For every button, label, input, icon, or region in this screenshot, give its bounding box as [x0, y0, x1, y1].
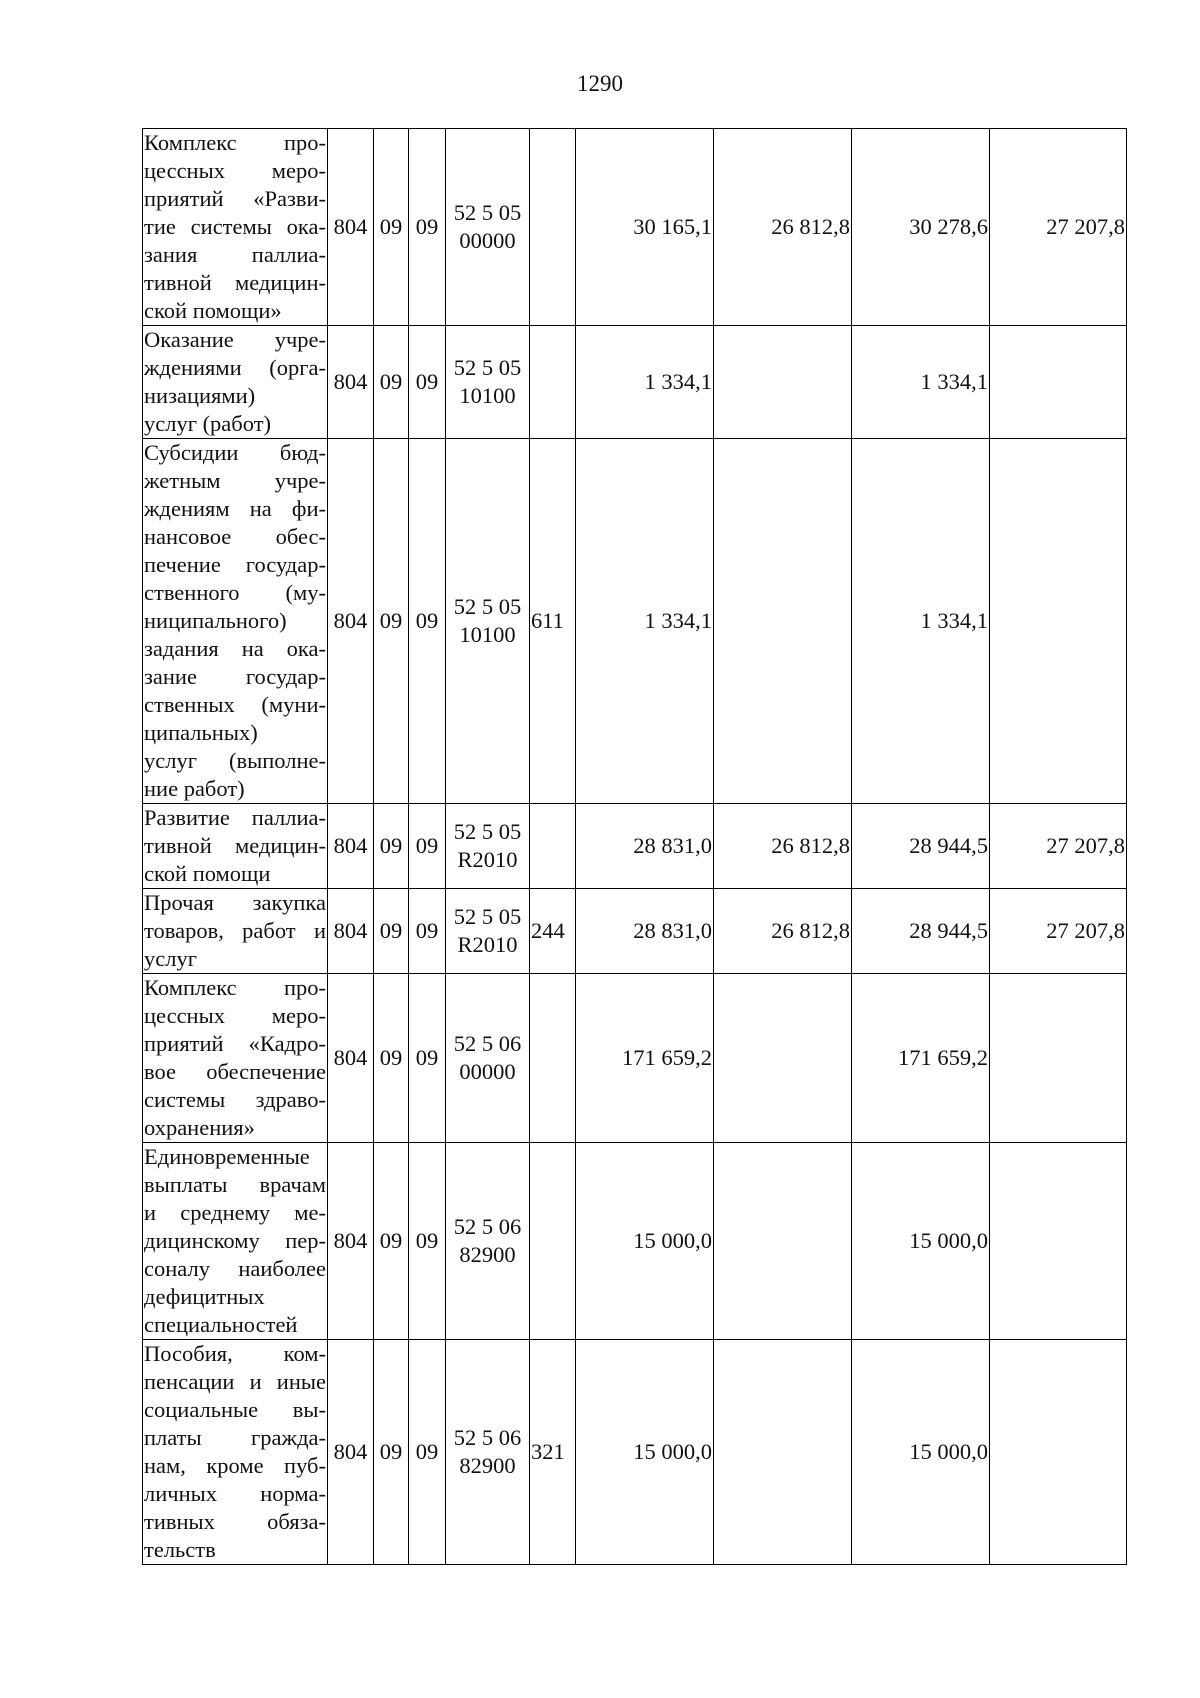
expense-type-cell	[530, 804, 576, 889]
target-article-line: 82900	[459, 1242, 516, 1267]
target-article-cell	[446, 974, 530, 1143]
amount-cell-1: 171 659,2	[576, 974, 714, 1143]
subsection-code-cell: 09	[409, 974, 446, 1143]
subsection-code-cell: 09	[409, 1340, 446, 1565]
row-name-cell	[143, 974, 328, 1143]
expense-type-cell: 321	[530, 1340, 576, 1565]
row-name-line: приятий «Разви-	[144, 186, 326, 211]
section-code-cell: 09	[374, 439, 409, 804]
amount-cell-4	[990, 1143, 1127, 1340]
row-name-line: приятий «Кадро-	[144, 1031, 326, 1056]
row-name-cell	[143, 439, 328, 804]
ved-code-cell: 804	[328, 326, 374, 439]
row-name-line: Пособия, ком-	[144, 1341, 326, 1366]
row-name-line: ципальных)	[144, 720, 258, 745]
amount-cell-3: 1 334,1	[852, 326, 990, 439]
amount-cell-3: 1 334,1	[852, 439, 990, 804]
amount-cell-2	[714, 974, 852, 1143]
row-name-line: Прочая закупка	[144, 890, 326, 915]
row-name-line: социальные вы-	[144, 1397, 326, 1422]
row-name-line: Единовременные	[144, 1144, 310, 1169]
budget-table	[142, 128, 1127, 1565]
amount-cell-1: 15 000,0	[576, 1143, 714, 1340]
ved-code-cell: 804	[328, 439, 374, 804]
section-code-cell: 09	[374, 889, 409, 974]
row-name-line: цессных меро-	[144, 158, 326, 183]
ved-code-cell: 804	[328, 1340, 374, 1565]
row-name-cell	[143, 1340, 328, 1565]
expense-type-cell: 244	[530, 889, 576, 974]
amount-cell-3: 28 944,5	[852, 889, 990, 974]
target-article-cell	[446, 889, 530, 974]
target-article-line: 52 5 05	[453, 200, 522, 225]
target-article-line: 82900	[459, 1453, 516, 1478]
row-name-line: тивных обяза-	[144, 1509, 326, 1534]
target-article-line: 52 5 05	[453, 355, 522, 380]
subsection-code-cell: 09	[409, 326, 446, 439]
target-article-cell	[446, 1340, 530, 1565]
amount-cell-4	[990, 326, 1127, 439]
table-row	[143, 1143, 1127, 1340]
amount-cell-2: 26 812,8	[714, 804, 852, 889]
target-article-line: 52 5 05	[453, 904, 522, 929]
subsection-code-cell: 09	[409, 1143, 446, 1340]
amount-cell-2: 26 812,8	[714, 129, 852, 326]
expense-type-cell	[530, 974, 576, 1143]
amount-cell-1: 15 000,0	[576, 1340, 714, 1565]
row-name-line: охранения»	[144, 1115, 255, 1140]
amount-cell-4: 27 207,8	[990, 889, 1127, 974]
row-name-line: Развитие паллиа-	[144, 805, 326, 830]
section-code-cell: 09	[374, 1143, 409, 1340]
amount-cell-2: 26 812,8	[714, 889, 852, 974]
table-row	[143, 889, 1127, 974]
row-name-line: ждениям на фи-	[144, 496, 326, 521]
row-name-line: специальностей	[144, 1312, 298, 1337]
amount-cell-3: 171 659,2	[852, 974, 990, 1143]
row-name-line: Комплекс про-	[144, 975, 326, 1000]
row-name-line: цессных меро-	[144, 1003, 326, 1028]
row-name-line: выплаты врачам	[144, 1172, 326, 1197]
target-article-line: R2010	[457, 847, 518, 872]
subsection-code-cell: 09	[409, 889, 446, 974]
target-article-line: 00000	[459, 228, 516, 253]
row-name-line: Комплекс про-	[144, 130, 326, 155]
amount-cell-2	[714, 1340, 852, 1565]
target-article-cell	[446, 439, 530, 804]
target-article-line: 52 5 05	[453, 819, 522, 844]
target-article-cell	[446, 129, 530, 326]
target-article-line: R2010	[457, 932, 518, 957]
row-name-line: печение государ-	[144, 552, 326, 577]
section-code-cell: 09	[374, 326, 409, 439]
section-code-cell: 09	[374, 1340, 409, 1565]
target-article-line: 10100	[459, 383, 516, 408]
ved-code-cell: 804	[328, 1143, 374, 1340]
amount-cell-4: 27 207,8	[990, 129, 1127, 326]
row-name-line: тельств	[144, 1537, 216, 1562]
row-name-cell	[143, 804, 328, 889]
ved-code-cell: 804	[328, 974, 374, 1143]
row-name-line: услуг	[144, 946, 197, 971]
table-body	[143, 129, 1127, 1565]
row-name-line: дефицитных	[144, 1284, 265, 1309]
row-name-line: тивной медицин-	[144, 833, 326, 858]
expense-type-cell: 611	[530, 439, 576, 804]
section-code-cell: 09	[374, 974, 409, 1143]
target-article-line: 52 5 06	[453, 1214, 522, 1239]
target-article-cell	[446, 326, 530, 439]
row-name-line: вое обеспечение	[144, 1059, 326, 1084]
expense-type-cell	[530, 326, 576, 439]
amount-cell-1: 28 831,0	[576, 804, 714, 889]
row-name-line: ственного (му-	[144, 580, 326, 605]
page-number: 1290	[577, 71, 623, 96]
row-name-line: личных норма-	[144, 1481, 326, 1506]
amount-cell-1: 1 334,1	[576, 439, 714, 804]
expense-type-cell	[530, 1143, 576, 1340]
ved-code-cell: 804	[328, 889, 374, 974]
amount-cell-4	[990, 1340, 1127, 1565]
table-row	[143, 804, 1127, 889]
row-name-line: услуг (работ)	[144, 411, 272, 436]
subsection-code-cell: 09	[409, 804, 446, 889]
amount-cell-4	[990, 974, 1127, 1143]
row-name-cell	[143, 889, 328, 974]
row-name-line: ниципального)	[144, 608, 287, 633]
target-article-line: 52 5 06	[453, 1031, 522, 1056]
row-name-line: зание государ-	[144, 664, 326, 689]
row-name-line: нам, кроме пуб-	[144, 1453, 326, 1478]
target-article-line: 52 5 05	[453, 594, 522, 619]
amount-cell-2	[714, 326, 852, 439]
row-name-line: товаров, работ и	[144, 918, 326, 943]
row-name-line: пенсации и иные	[144, 1369, 326, 1394]
row-name-line: тие системы ока-	[144, 214, 326, 239]
table-row	[143, 1340, 1127, 1565]
row-name-line: низациями)	[144, 383, 256, 408]
target-article-cell	[446, 1143, 530, 1340]
ved-code-cell: 804	[328, 129, 374, 326]
amount-cell-1: 1 334,1	[576, 326, 714, 439]
amount-cell-4	[990, 439, 1127, 804]
amount-cell-4: 27 207,8	[990, 804, 1127, 889]
amount-cell-3: 15 000,0	[852, 1340, 990, 1565]
row-name-line: ственных (муни-	[144, 692, 326, 717]
row-name-line: ние работ)	[144, 776, 245, 801]
row-name-line: и среднему ме-	[144, 1200, 326, 1225]
row-name-line: Оказание учре-	[144, 327, 326, 352]
amount-cell-1: 28 831,0	[576, 889, 714, 974]
table-row	[143, 439, 1127, 804]
expense-type-cell	[530, 129, 576, 326]
target-article-line: 10100	[459, 622, 516, 647]
row-name-line: системы здраво-	[144, 1087, 326, 1112]
section-code-cell: 09	[374, 804, 409, 889]
table-row	[143, 974, 1127, 1143]
table-row	[143, 129, 1127, 326]
row-name-line: нансовое обес-	[144, 524, 326, 549]
row-name-line: соналу наиболее	[144, 1256, 326, 1281]
row-name-line: ской помощи»	[144, 298, 282, 323]
row-name-line: ской помощи	[144, 861, 271, 886]
target-article-line: 52 5 06	[453, 1425, 522, 1450]
subsection-code-cell: 09	[409, 439, 446, 804]
row-name-line: дицинскому пер-	[144, 1228, 326, 1253]
amount-cell-1: 30 165,1	[576, 129, 714, 326]
target-article-cell	[446, 804, 530, 889]
row-name-line: жетным учре-	[144, 468, 326, 493]
row-name-line: платы гражда-	[144, 1425, 326, 1450]
row-name-line: зания паллиа-	[144, 242, 326, 267]
target-article-line: 00000	[459, 1059, 516, 1084]
table-row	[143, 326, 1127, 439]
amount-cell-3: 15 000,0	[852, 1143, 990, 1340]
row-name-line: услуг (выполне-	[144, 748, 326, 773]
row-name-cell	[143, 1143, 328, 1340]
row-name-cell	[143, 326, 328, 439]
row-name-line: задания на ока-	[144, 636, 326, 661]
row-name-cell	[143, 129, 328, 326]
amount-cell-2	[714, 1143, 852, 1340]
amount-cell-3: 30 278,6	[852, 129, 990, 326]
row-name-line: ждениями (орга-	[144, 355, 326, 380]
subsection-code-cell: 09	[409, 129, 446, 326]
row-name-line: тивной медицин-	[144, 270, 326, 295]
ved-code-cell: 804	[328, 804, 374, 889]
amount-cell-2	[714, 439, 852, 804]
section-code-cell: 09	[374, 129, 409, 326]
amount-cell-3: 28 944,5	[852, 804, 990, 889]
row-name-line: Субсидии бюд-	[144, 440, 326, 465]
